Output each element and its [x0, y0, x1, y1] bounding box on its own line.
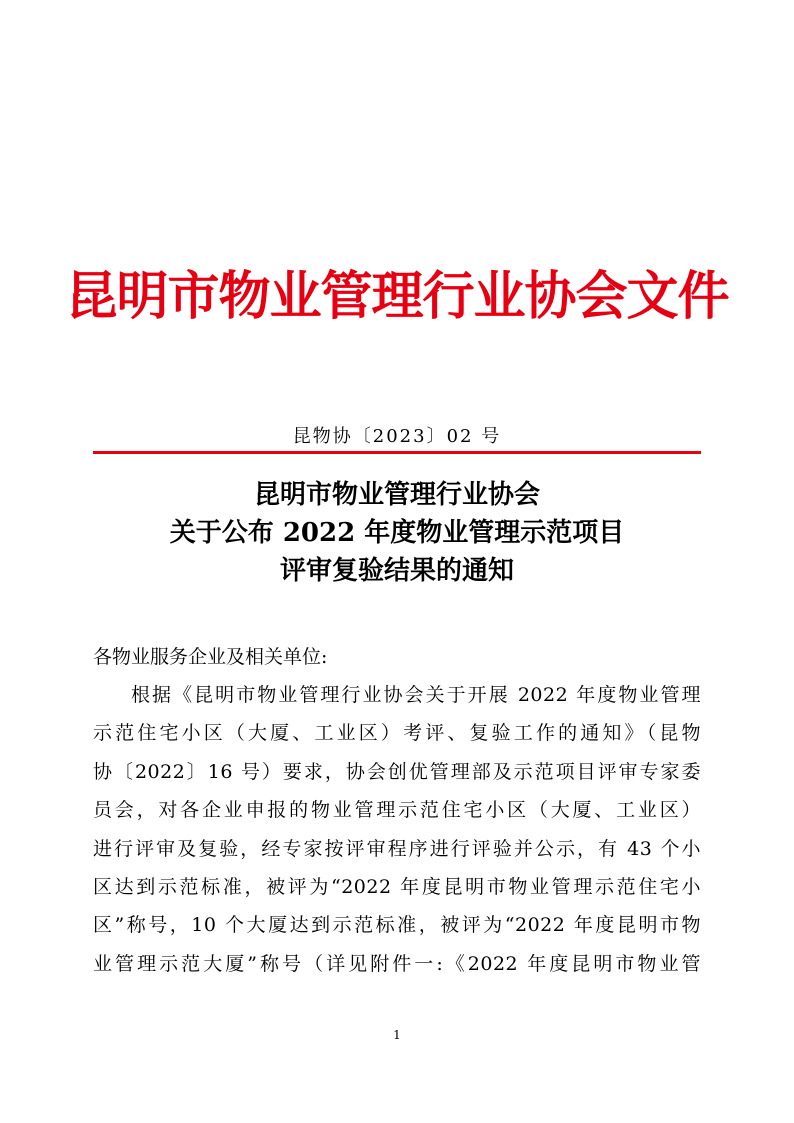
paragraph-line: 示范住宅小区（大厦、工业区）考评、复验工作的通知》（昆物 [93, 722, 701, 745]
title-line: 昆明市物业管理行业协会 [253, 480, 540, 510]
salutation: 各物业服务企业及相关单位: [93, 646, 328, 668]
title-line: 关于公布 2022 年度物业管理示范项目 [169, 518, 625, 548]
paragraph-line: 业管理示范大厦”称号（详见附件一:《2022 年度昆明市物业管 [93, 952, 701, 975]
paragraph-line: 协〔2022〕16 号）要求，协会创优管理部及示范项目评审专家委 [93, 760, 701, 783]
document-title [93, 476, 701, 590]
paragraph-line: 员会，对各企业申报的物业管理示范住宅小区（大厦、工业区） [93, 799, 701, 822]
paragraph-line: 区”称号，10 个大厦达到示范标准，被评为“2022 年度昆明市物 [93, 914, 701, 937]
document-masthead: 昆明市物业管理行业协会文件 [65, 266, 729, 327]
paragraph-line: 区达到示范标准，被评为“2022 年度昆明市物业管理示范住宅小 [93, 875, 701, 898]
document-number: 昆物协〔2023〕02 号 [292, 426, 502, 447]
title-line: 评审复验结果的通知 [279, 556, 514, 586]
red-divider-line [93, 451, 701, 454]
paragraph-line: 根据《昆明市物业管理行业协会关于开展 2022 年度物业管理 [131, 684, 701, 706]
paragraph-line: 进行评审及复验，经专家按评审程序进行评验并公示，有 43 个小 [93, 837, 701, 860]
page-number: 1 [393, 1028, 401, 1042]
document-body [93, 638, 701, 983]
